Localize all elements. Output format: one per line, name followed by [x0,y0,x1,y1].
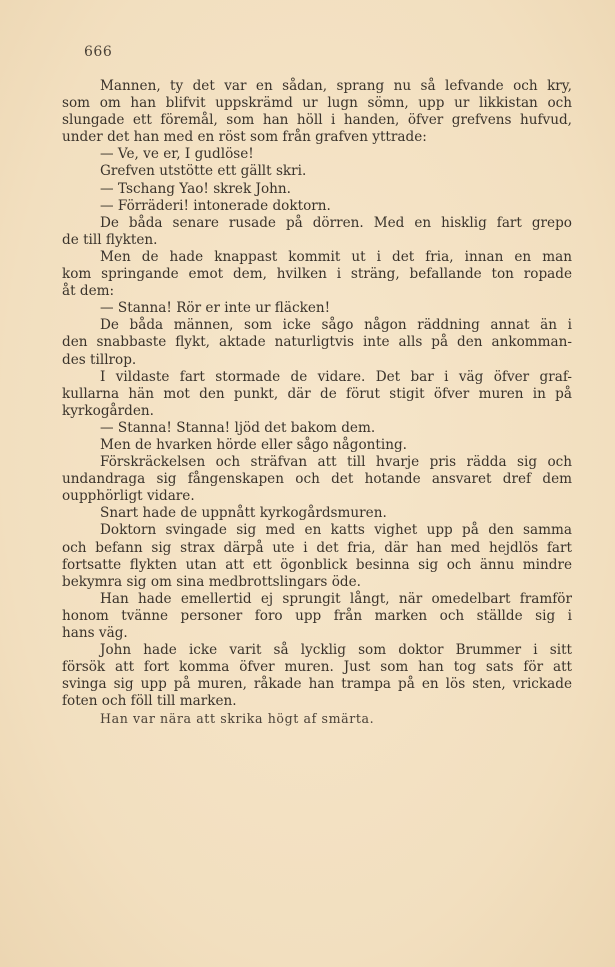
text-line: och befann sig strax därpå ute i det fria, där han med hejdlös fart [62,539,572,556]
text-line: kullarna hän mot den punkt, där de förut stigit öfver muren in på [62,385,572,402]
text-line: I vildaste fart stormade de vidare. Det bar i väg öfver graf- [100,368,572,385]
text-line: Förskräckelsen och sträfvan att till hvarje pris rädda sig och [100,454,572,471]
text-line: försök att fort komma öfver muren. Just som han tog sats för att [62,659,572,676]
text-line: Doktorn svingade sig med en katts vighet upp på den samma [100,522,572,539]
text-line: — Förräderi! intonerade doktorn. [100,197,331,214]
page-number: 666 [84,44,113,60]
text-line: åt dem: [62,283,115,300]
text-line: De båda senare rusade på dörren. Med en hisklig fart grepo [100,214,572,231]
text-line: — Stanna! Stanna! ljöd det bakom dem. [100,419,376,436]
text-line: des tillrop. [62,351,137,368]
text-line: Grefven utstötte ett gällt skri. [100,163,307,180]
text-line: Snart hade de uppnått kyrkogårdsmuren. [100,505,387,522]
text-line: hans väg. [62,625,128,641]
text-line: undandraga sig fångenskapen och det hotande ansvaret dref dem [62,471,572,488]
text-line: kyrkogården. [62,402,154,419]
text-line: honom tvänne personer foro upp från marken och ställde sig i [62,607,572,624]
text-line: Han hade emellertid ej sprungit långt, när omedelbart framför [100,590,572,607]
text-line: som om han blifvit uppskrämd ur lugn sömn, upp ur likkistan och [62,95,572,112]
text-line: — Ve, ve er, I gudlöse! [100,146,254,163]
text-line: John hade icke varit så lycklig som doktor Brummer i sitt [100,642,572,659]
text-line: fortsatte flykten utan att ett ögonblick besinna sig och ännu mindre [62,556,572,573]
text-line: den snabbaste flykt, aktade naturligtvis inte alls på den ankomman- [62,334,572,351]
text-line: bekymra sig om sina medbrottslingars öde. [62,573,361,590]
body-text [62,78,572,728]
text-line: oupphörligt vidare. [62,488,195,505]
text-line: Men de hvarken hörde eller sågo någonting. [100,436,407,453]
text-line: — Stanna! Rör er inte ur fläcken! [100,300,331,317]
text-line: under det han med en röst som från grafven yttrade: [62,129,427,146]
text-line: foten och föll till marken. [62,693,237,710]
text-line: slungade ett föremål, som han höll i handen, öfver grefvens hufvud, [62,112,572,129]
text-line: de till flykten. [62,231,158,248]
text-line: kom springande emot dem, hvilken i sträng, befallande ton ropade [62,266,572,283]
text-line: Mannen, ty det var en sådan, sprang nu så lefvande och kry, [100,78,572,94]
text-line: svinga sig upp på muren, råkade han trampa på en lös sten, vrickade [62,676,572,693]
text-line: De båda männen, som icke sågo någon räddning annat än i [100,317,572,334]
text-line: Men de hade knappast kommit ut i det fria, innan en man [100,248,572,265]
text-line-last: Han var nära att skrika högt af smärta. [100,711,375,727]
text-line: — Tschang Yao! skrek John. [100,180,291,197]
